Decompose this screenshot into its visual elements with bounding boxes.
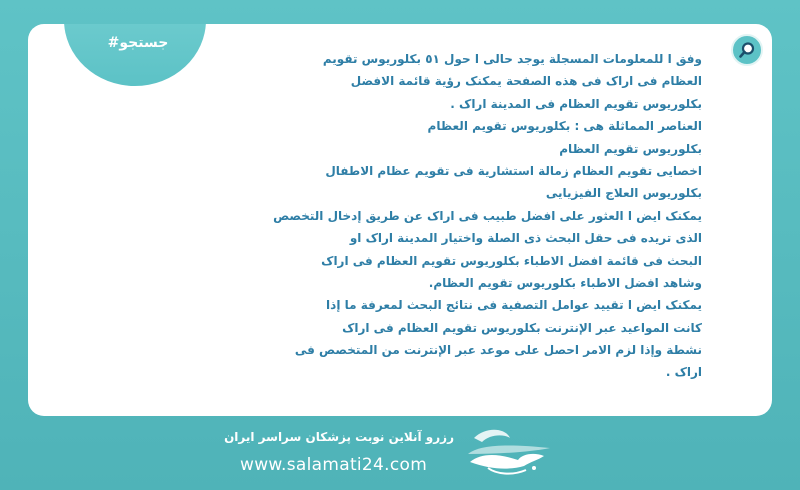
description-line: وشاهد افضل الاطباء بکلوریوس تقویم العظام. [428,275,702,290]
description-line: العناصر المماثلة هی : بکلوریوس تقویم العظام [427,119,702,134]
search-icon [738,41,756,59]
description-line: البحث فی قائمة افضل الاطباء بکلوریوس تقویم العظام فی اراک [321,253,702,268]
description-line: کانت المواعید عبر الإنترنت بکلوریوس تقویم العظام فی اراک [342,320,702,335]
description-line: بکلوریوس تقویم العظام فی المدینة اراک . [450,96,702,111]
description-line: اخصایی تقویم العظام زمالة استشاریة فی تقویم عظام الاطفال [325,163,702,178]
description-line: العظام فی اراک فی هذه الصفحة یمکنک رؤیة قائمة الافضل [350,74,702,89]
description-line: یمکنک ایض ا تقیید عوامل التصفیة فی نتائج البحث لمعرفة ما إذا [326,298,702,313]
content-card [28,24,772,416]
description-line: بکلوریوس تقویم العظام [559,141,702,156]
description-line: اراک . [665,365,702,380]
footer-url-link[interactable]: www.salamati24.com [240,455,428,475]
description-line: الذی تریده فی حقل البحث ذی الصلة واختیار المدینة اراک او [349,231,702,246]
footer-tagline: رزرو آنلاین نوبت پزشکان سراسر ایران [224,430,454,444]
salamati-logo-icon [460,424,560,480]
description-line: بکلوریوس العلاج الفیزیایی [545,186,702,201]
description-line: یمکنک ایض ا العثور علی افضل طبیب فی اراک عن طریق إدخال التخصص [273,208,702,223]
search-button[interactable] [731,34,763,66]
description-line: نشطة وإذا لزم الامر احصل علی موعد عبر الإنترنت من المتخصص فی [294,343,702,358]
description-text [273,48,702,384]
description-line: وفق ا للمعلومات المسجلة یوجد حالی ا حول ٥١ بکلوریوس تقویم [322,52,702,66]
search-tab-label[interactable]: #جستجو [107,35,169,51]
search-tab-background [64,24,206,86]
